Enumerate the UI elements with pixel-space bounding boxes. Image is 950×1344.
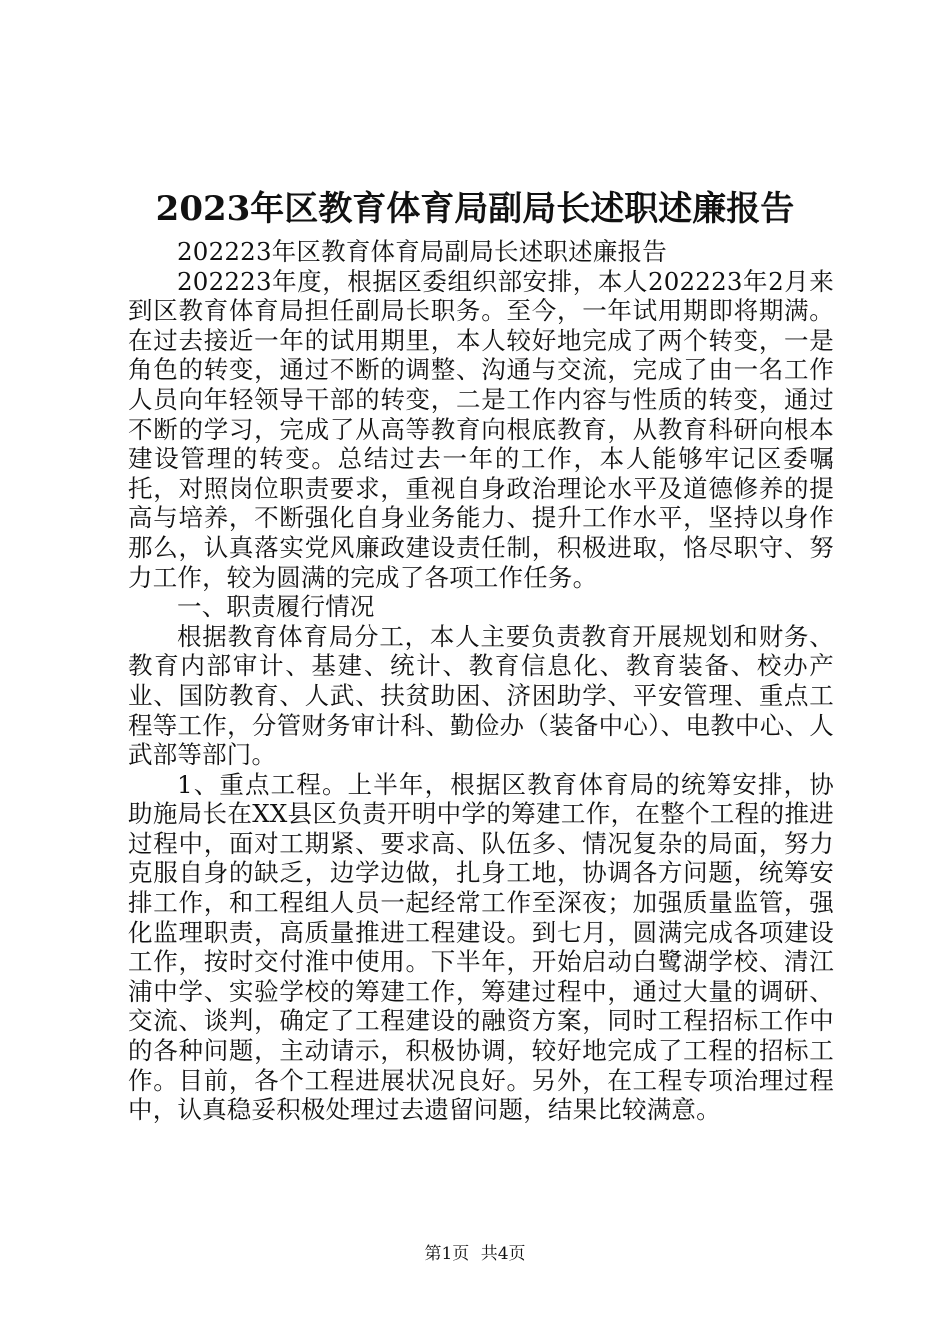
page-total: 共4页 <box>480 1244 526 1264</box>
duties-paragraph: 根据教育体育局分工，本人主要负责教育开展规划和财务、教育内部审计、基建、统计、教育信息化、教育装备、校办产业、国防教育、人武、扶贫助困、济困助学、平安管理、重点工程等工作，分管财务审计科、勤俭办（装备中心）、电教中心、人武部等部门。 <box>128 621 834 770</box>
page-number: 第1页 <box>424 1244 470 1264</box>
document-body <box>128 237 834 1125</box>
document-title: 2023年区教育体育局副局长述职述廉报告 <box>155 189 795 229</box>
section-heading: 一、职责履行情况 <box>177 592 375 622</box>
key-projects-paragraph: 1、重点工程。上半年，根据区教育体育局的统筹安排，协助施局长在XX县区负责开明中学的筹建工作，在整个工程的推进过程中，面对工期紧、要求高、队伍多、情况复杂的局面，努力克服自身的缺乏，边学边做，扎身工地，协调各方问题，统筹安排工作，和工程组人员一起经常工作至深夜；加强质量监管，强化监理职责，高质量推进工程建设。到七月，圆满完成各项建设工作，按时交付淮中使用。下半年，开始启动白鹭湖学校、清江浦中学、实验学校的筹建工作，筹建过程中，通过大量的调研、交流、谈判，确定了工程建设的融资方案，同时工程招标工作中的各种问题，主动请示，积极协调，较好地完成了工程的招标工作。目前，各个工程进展状况良好。另外，在工程专项治理过程中，认真稳妥积极处理过去遗留问题，结果比较满意。 <box>128 769 834 1125</box>
subtitle-paragraph: 202223年区教育体育局副局长述职述廉报告 <box>177 237 667 266</box>
intro-paragraph: 202223年度，根据区委组织部安排，本人202223年2月来到区教育体育局担任副局长职务。至今，一年试用期即将期满。在过去接近一年的试用期里，本人较好地完成了两个转变，一是角色的转变，通过不断的调整、沟通与交流，完成了由一名工作人员向年轻领导干部的转变，二是工作内容与性质的转变，通过不断的学习，完成了从高等教育向根底教育，从教育科研向根本建设管理的转变。总结过去一年的工作，本人能够牢记区委嘱托，对照岗位职责要求，重视自身政治理论水平及道德修养的提高与培养，不断强化自身业务能力、提升工作水平，坚持以身作那么，认真落实党风廉政建设责任制，积极进取，恪尽职守、努力工作，较为圆满的完成了各项工作任务。 <box>128 266 834 592</box>
page-footer <box>0 1243 950 1265</box>
